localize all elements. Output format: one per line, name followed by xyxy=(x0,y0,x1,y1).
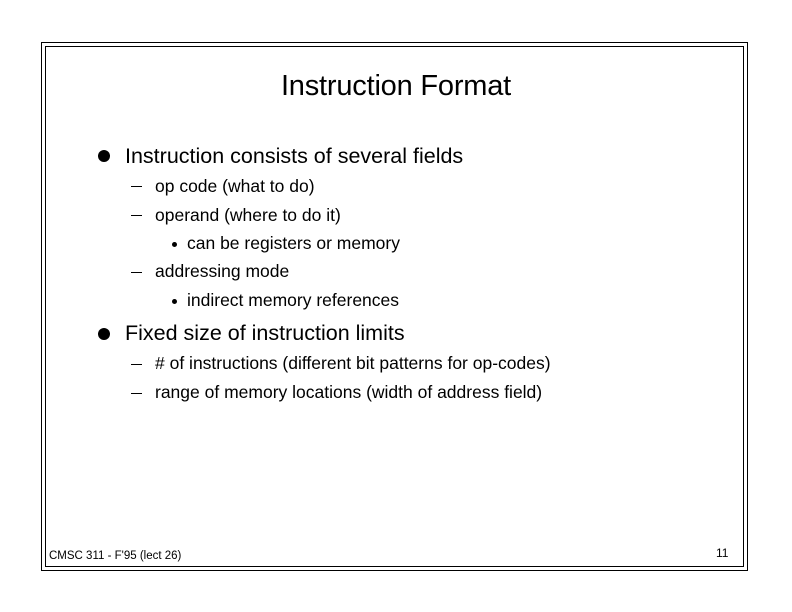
sub-item-operand: operand (where to do it) xyxy=(155,205,341,225)
slide-title: Instruction Format xyxy=(280,70,512,102)
dash-icon xyxy=(131,364,142,365)
small-bullet-icon xyxy=(172,242,177,247)
sub-item-addressing-mode: addressing mode xyxy=(155,261,290,281)
bullet-item-2: Fixed size of instruction limits xyxy=(125,321,405,345)
dash-icon xyxy=(131,393,142,394)
bullet-dot-icon xyxy=(98,328,110,340)
bullet-item-1: Instruction consists of several fields xyxy=(125,144,464,168)
sub-item-num-instructions: # of instructions (different bit patterns for op-codes) xyxy=(155,353,551,373)
dash-icon xyxy=(131,186,142,187)
sub-sub-item-indirect: indirect memory references xyxy=(187,290,400,310)
dash-icon xyxy=(131,272,142,273)
sub-item-op-code: op code (what to do) xyxy=(155,176,315,196)
sub-item-memory-range: range of memory locations (width of address field) xyxy=(155,382,543,402)
small-bullet-icon xyxy=(172,299,177,304)
bullet-dot-icon xyxy=(98,150,110,162)
footer-course: CMSC 311 - F'95 (lect 26) xyxy=(49,550,182,562)
page-number: 11 xyxy=(716,546,729,560)
dash-icon xyxy=(131,215,142,216)
sub-sub-item-registers: can be registers or memory xyxy=(187,233,400,253)
